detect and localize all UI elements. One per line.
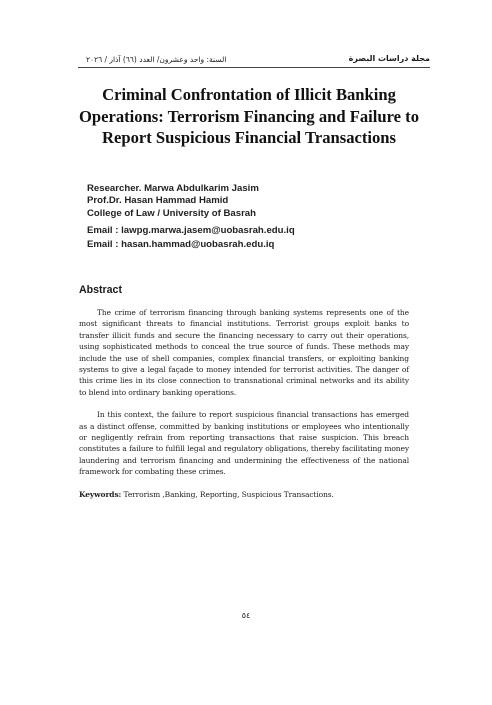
abstract-heading: Abstract	[79, 284, 122, 296]
abstract-body	[79, 307, 409, 500]
author-2: Prof.Dr. Hasan Hammad Hamid	[87, 195, 229, 207]
abstract-paragraph-1: The crime of terrorism financing through banking systems represents one of the most significant threats to financial institutions. Terrorist groups exploit banks to transfer illicit funds and secure the financing necessary to carry out their operations, using sophisticated methods to conceal the true source of funds. These methods may include the use of shell companies, complex financial transfers, or exploiting banking systems to give a legal façade to money intended for terrorist activities. The danger of this crime lies in its close connection to transnational criminal networks and its ability to blend into ordinary banking operations.	[79, 308, 409, 397]
journal-name: مجلة دراسات البصرة	[348, 54, 430, 63]
header-rule	[78, 67, 430, 68]
keywords	[79, 489, 409, 500]
keywords-list: Terrorism ,Banking, Reporting, Suspicious Transactions.	[121, 489, 334, 499]
page-number: ٥٤	[241, 611, 251, 620]
email-1[interactable]: Email : lawpg.marwa.jasem@uobasrah.edu.iq	[87, 225, 295, 237]
paper-title: Criminal Confrontation of Illicit Banking Operations: Terrorism Financing and Failure to Report Suspicious Financial Transactions	[78, 85, 420, 147]
email-2[interactable]: Email : hasan.hammad@uobasrah.edu.iq	[87, 239, 275, 251]
issue-info: السنة: واحد وعشرون/ العدد (٦٦) آذار / ٢٠٢٦	[86, 55, 227, 64]
abstract-paragraph-2: In this context, the failure to report suspicious financial transactions has emerged as a distinct offense, committed by banking institutions or employees who intentionally or negligently refrain from reporting transactions that raise suspicion. This breach constitutes a failure to fulfill legal and regulatory obligations, thereby facilitating money laundering and terrorism financing and undermining the effectiveness of the national framework for combating these crimes.	[79, 410, 409, 477]
author-block	[87, 183, 427, 252]
affiliation: College of Law / University of Basrah	[87, 207, 256, 219]
running-header	[86, 54, 430, 68]
author-1: Researcher. Marwa Abdulkarim Jasim	[87, 183, 259, 194]
keywords-label: Keywords:	[79, 489, 122, 499]
